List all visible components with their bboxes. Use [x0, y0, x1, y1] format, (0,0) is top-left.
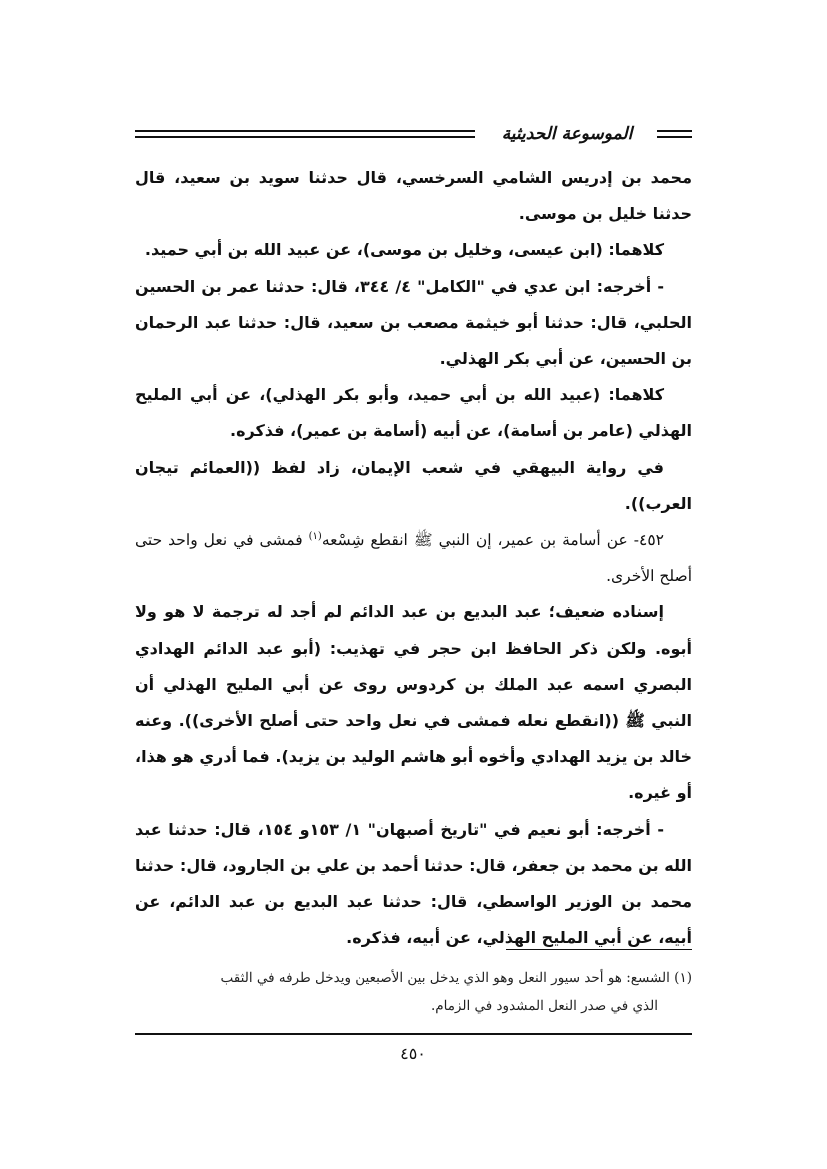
header-title: الموسوعة الحديثية	[501, 124, 633, 144]
paragraph: في رواية البيهقي في شعب الإيمان، زاد لفظ ((العمائم تيجان العرب)).	[135, 457, 692, 513]
page-number: ٤٥٠	[400, 1044, 426, 1063]
footnote	[135, 964, 692, 1020]
paragraph: محمد بن إدريس الشامي السرخسي، قال حدثنا سويد بن سعيد، قال حدثنا خليل بن موسى.	[135, 168, 692, 224]
bottom-rule	[135, 1033, 692, 1035]
paragraph: إسناده ضعيف؛ عبد البديع بن عبد الدائم لم أجد له ترجمة لا هو ولا أبوه. ولكن ذكر الحافظ ابن حجر في تهذيب: (أبو عبد الدائم الهدادي البصري اسمه عبد الملك بن كردوس روى عن أبي المليح الهذلي أن النبي ﷺ ((انقطع نعله فمشى في نعل واحد حتى أصلح الأخرى)). وعنه خالد بن يزيد الهدادي وأخوه أبو هاشم الوليد بن يزيد). فما أدري هو هذا، أو غيره.	[135, 602, 692, 803]
page-body	[135, 160, 692, 956]
hadith-text	[135, 522, 692, 594]
hadith-text-end: فمشى في نعل واحد حتى أصلح الأخرى.	[135, 531, 692, 586]
header-rule	[135, 130, 475, 132]
header-rule	[135, 136, 475, 138]
footnote-line: (١) الشسع: هو أحد سيور النعل وهو الذي يدخل بين الأصبعين ويدخل طرفه في الثقب	[220, 970, 692, 986]
hadith-text-start: ٤٥٢- عن أسامة بن عمير، إن النبي ﷺ انقطع شِسْعه	[321, 531, 664, 550]
footnote-separator	[506, 949, 692, 950]
paragraph: كلاهما: (عبيد الله بن أبي حميد، وأبو بكر الهذلي)، عن أبي المليح الهذلي (عامر بن أسامة)، عن أبيه (أسامة بن عمير)، فذكره.	[135, 385, 692, 441]
paragraph: - أخرجه: أبو نعيم في "تاريخ أصبهان" ١/ ١٥٣و ١٥٤، قال: حدثنا عبد الله بن محمد بن جعفر، قال: حدثنا أحمد بن علي بن الجارود، قال: حدثنا محمد بن الوزير الواسطي، قال: حدثنا عبد البديع بن عبد الدائم، عن أبيه، عن أبي المليح الهذلي، عن أبيه، فذكره.	[135, 819, 692, 948]
header-rule	[657, 136, 692, 138]
running-header	[135, 120, 692, 150]
paragraph: - أخرجه: ابن عدي في "الكامل" ٤/ ٣٤٤، قال: حدثنا عمر بن الحسين الحلبي، قال: حدثنا أبو خيثمة مصعب بن سعيد، قال: حدثنا عبد الرحمان بن الحسين، عن أبي بكر الهذلي.	[135, 276, 692, 369]
paragraph: كلاهما: (ابن عيسى، وخليل بن موسى)، عن عبيد الله بن أبي حميد.	[144, 240, 664, 260]
footnote-marker: (١)	[308, 530, 322, 542]
footnote-line: الذي في صدر النعل المشدود في الزمام.	[430, 998, 658, 1014]
header-rule	[657, 130, 692, 132]
